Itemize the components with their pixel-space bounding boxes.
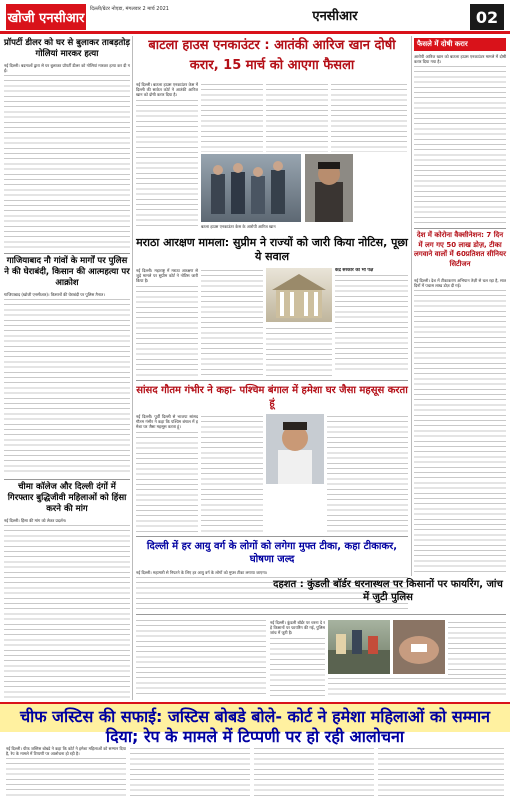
story3-headline: चीमा कॉलेज और दिल्ली दंगों में गिरफ्तार बुद्धिजीवी महिलाओं को हिंसा करने की मांग	[7, 482, 127, 514]
story2-body	[4, 292, 130, 477]
right-teaser-lead: आरोपी आरिज खान को बाटला हाउस एनकाउंटर मामले में दोषी करार दिया गया है।	[414, 54, 506, 65]
lead-story-text: नई दिल्ली। बाटला हाउस एनकाउंटर केस में दिल्ली की साकेत कोर्ट ने आतंकी आरिज खान को दोषी करार दिया है।	[136, 82, 198, 98]
sc-story-col1	[136, 268, 198, 376]
bottom-story-lead: नई दिल्ली। चीफ जस्टिस बोबडे ने कहा कि कोर्ट ने हमेशा महिलाओं को सम्मान दिया है, रेप के मामले में टिप्पणी पर आलोचना हो रही है।	[6, 746, 126, 757]
story1-body	[4, 63, 130, 251]
delhi-story-lead: नई दिल्ली। महामारी से निपटने के लिए हर आयु वर्ग के लोगों को मुफ्त टीका लगाया जाएगा।	[136, 570, 268, 575]
mp-story-col1	[136, 414, 198, 532]
mp-story-col2	[201, 414, 263, 532]
right-teaser-headline: फैसले में दोषी करार	[414, 38, 506, 51]
bottom-headline: चीफ जस्टिस की सफाई: जस्टिस बोबडे बोले- कोर्ट ने हमेशा महिलाओं को सम्मान दिया; रेप के मामले में टिप्पणी पर हो रही आलोचना	[19, 707, 491, 746]
section-title: एनसीआर	[312, 9, 358, 24]
delhi-story-headline: दिल्ली में हर आयु वर्ग के लोगों को लगेगा मुफ्त टीका, कहा टीकाकर, घोषणा जल्द	[146, 541, 398, 565]
lead-headline: बाटला हाउस एनकाउंटर : आतंकी आरिज खान दोषी करार, 15 मार्च को आएगा फैसला	[148, 38, 396, 73]
mp-story-col4	[327, 414, 408, 532]
lead-story-col2	[201, 82, 263, 152]
story3-lead: नई दिल्ली। हिंसा की मांग को लेकर प्रदर्शन।	[4, 518, 67, 523]
story1-lead: नई दिल्ली। बदमाशों द्वारा से घर बुलाकर प्रॉपर्टी डीलर को गोलियां मारकर हत्या कर दी गई।	[4, 63, 130, 74]
sc-story-lead: नई दिल्ली। महाराष्ट्र में मराठा आरक्षण से जुड़े मामले पर सुप्रीम कोर्ट ने नोटिस जारी किया है।	[136, 268, 198, 284]
story2-headline: गाजियाबाद नौ गांवों के मार्गों पर पुलिस ने की घेराबंदी, किसान की आत्महत्या पर आक्रोश	[4, 256, 130, 288]
mp-story-headline: सांसद गौतम गंभीर ने कहा- पश्चिम बंगाल में हमेशा घर जैसा महसूस करता हूं	[136, 385, 408, 409]
lead-photo-police	[201, 154, 301, 222]
sc-story-headline: मराठा आरक्षण मामला: सुप्रीम ने राज्यों को जारी किया नोटिस, पूछा ये सवाल	[136, 236, 408, 263]
haryana-story-headline: दहशत : कुंडली बॉर्डर धरनास्थल पर किसानों पर फायरिंग, जांच में जुटी पुलिस	[273, 579, 503, 603]
haryana-story-lead: नई दिल्ली। कुंडली बॉर्डर पर धरना दे रहे किसानों पर फायरिंग की गई, पुलिस जांच में जुटी है।	[270, 620, 325, 636]
accused-photo	[305, 154, 353, 222]
bottom-story-col4	[378, 746, 504, 796]
bottom-story-col2	[130, 746, 250, 796]
sc-story-col2	[201, 268, 263, 376]
newspaper-logo: खोजी एनसीआर	[6, 4, 86, 30]
story3-body	[4, 518, 130, 708]
haryana-story-col2	[328, 676, 506, 698]
lead-story-col1	[136, 82, 198, 230]
gautam-gambhir-photo	[266, 414, 324, 484]
sc-story-col3	[266, 326, 332, 376]
sc-story-col4	[335, 268, 408, 376]
edition-info: दिल्ली/ग्रेटर नोएडा, मंगलवार 2 मार्च 2021	[90, 6, 169, 12]
story2-lead: गाजियाबाद (खोजी एनसीआर)। किसानों की घेराबंदी पर पुलिस तैनात।	[4, 292, 105, 297]
mp-story-lead: नई दिल्ली। पूर्वी दिल्ली से भाजपा सांसद गौतम गंभीर ने कहा कि पश्चिम बंगाल में हमेशा घर जैसा महसूस करता हूं।	[136, 414, 198, 430]
lead-story-col3	[266, 82, 328, 152]
haryana-story-col1	[270, 620, 325, 698]
protest-photo	[328, 620, 390, 674]
delhi-story-col2	[136, 618, 266, 698]
covid-story-body	[414, 278, 506, 574]
page-number: 02	[470, 4, 504, 30]
lead-photo-caption: बटला हाउस एनकाउंटर केस के आरोपी आरिज खान	[201, 224, 276, 229]
story1-headline: प्रॉपर्टी डीलर को घर से बुलाकर ताबड़तोड़ गोलियां मारकर हत्या	[4, 38, 130, 59]
injury-photo	[393, 620, 445, 674]
lead-story-col4	[331, 82, 407, 152]
sc-story-subhead: केंद्र सरकार का भी पक्ष	[335, 268, 374, 273]
covid-story-headline: देश में कोरोना वैक्सीनेशन: 7 दिन में लग गए 50 लाख डोज़, टीका लगवाने वालों में 60प्रतिशत सीनियर सिटीजन	[414, 231, 506, 268]
covid-story-lead: नई दिल्ली। देश में टीकाकरण अभियान तेज़ी से चल रहा है, सात दिनों में पचास लाख डोज़ दी गई।	[414, 278, 506, 289]
left-column	[4, 36, 130, 700]
masthead	[0, 0, 510, 34]
header-rule	[0, 31, 510, 34]
bottom-story-col1	[6, 746, 126, 796]
supreme-court-photo	[266, 268, 332, 322]
bottom-story-col3	[254, 746, 374, 796]
haryana-story-col3	[448, 620, 506, 676]
right-teaser-body	[414, 54, 506, 226]
